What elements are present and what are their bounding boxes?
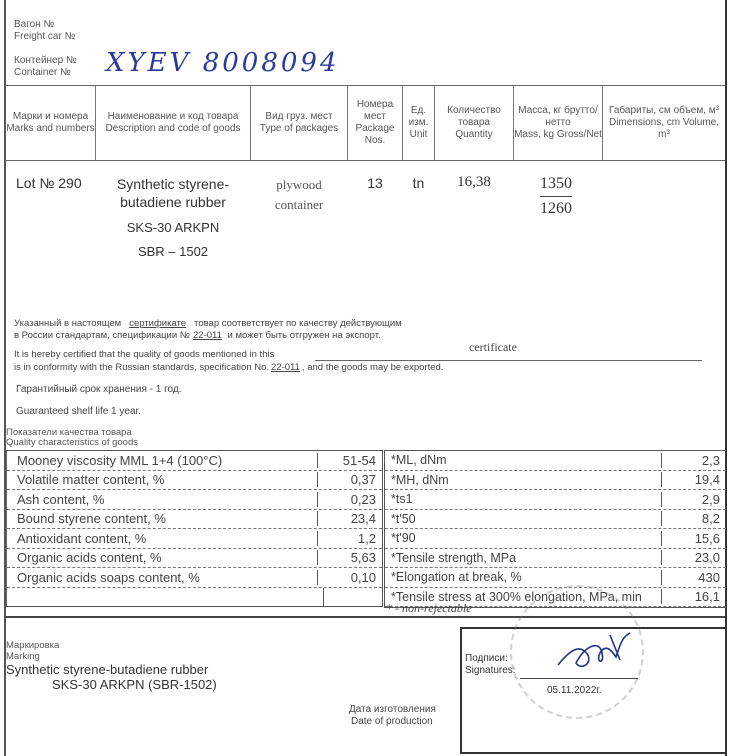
cert-en-line1: It is hereby certified that the quality of goods mentioned in this — [14, 349, 275, 360]
container-number: XYEV 8008094 — [106, 48, 340, 78]
quality-row — [385, 451, 726, 471]
quality-value: 15,6 — [661, 531, 726, 546]
container-ru: Контейнер № — [14, 55, 77, 66]
quality-name: *ts1 — [391, 492, 413, 507]
col-header-unit: Ед. изм. Unit — [408, 105, 429, 140]
container-label — [14, 55, 77, 79]
cell-quantity: 16,38 — [457, 174, 491, 190]
quality-table-right — [384, 450, 726, 608]
quality-name: *ML, dNm — [391, 453, 447, 468]
quality-value: 8,2 — [661, 511, 726, 526]
quality-title: Показатели качества товара Quality characteristics of goods — [6, 427, 139, 448]
signature-scribble — [550, 625, 650, 680]
quality-name: *Tensile strength, MPa — [391, 550, 517, 565]
quality-name: Organic acids content, % — [17, 550, 162, 566]
signatures-label: Подписи: Signatures: — [465, 653, 516, 676]
quality-value: 0,37 — [317, 472, 382, 487]
container-en: Container № — [14, 67, 71, 78]
col-header-quantity: Количество товара Quantity — [447, 105, 501, 140]
quality-row — [7, 451, 382, 471]
cell-unit: tn — [412, 175, 425, 191]
production-date-label: Дата изготовления Date of production — [349, 704, 436, 727]
cell-package-nos: 13 — [367, 175, 383, 191]
cert-underline — [315, 360, 702, 361]
col-header-description: Наименование и код товара Description and code of goods — [105, 111, 241, 134]
quality-row — [385, 490, 726, 510]
quality-name: Ash content, % — [17, 491, 105, 507]
marking-line2: SKS-30 ARKPN (SBR-1502) — [52, 677, 217, 692]
quality-row — [385, 568, 726, 588]
quality-value: 51-54 — [317, 453, 382, 468]
cert-ru: Указанный в настоящем сертификате товар соответствует по качеству действующим в России стандартам, спецификации № 22-011 и может быть отгружен на экспорт. — [14, 318, 402, 341]
quality-value: 0,23 — [317, 492, 382, 507]
quality-row — [7, 568, 382, 588]
shelf-life-ru: Гарантийный срок хранения - 1 год. — [16, 384, 182, 395]
quality-table-left — [6, 450, 383, 607]
cert-en-line2: is in conformity with the Russian standards, specification No. 22-011 , and the goods may be exported. — [14, 362, 444, 373]
quality-value: 2,3 — [661, 453, 726, 468]
col-header-dimensions: Габариты, см объем, м³ Dimensions, cm Volume, m³ — [608, 105, 720, 140]
quality-row — [7, 549, 382, 569]
quality-name: Volatile matter content, % — [17, 472, 165, 488]
cell-marks: Lot № 290 — [16, 175, 82, 191]
signature-date: 05.11.2022г. — [547, 685, 602, 696]
quality-row — [385, 529, 726, 549]
quality-value: 19,4 — [661, 472, 726, 487]
shelf-life-en: Guaranteed shelf life 1 year. — [16, 406, 142, 417]
quality-row — [7, 471, 382, 491]
quality-row — [385, 510, 726, 530]
quality-row — [7, 490, 382, 510]
freight-car-label — [14, 19, 75, 43]
quality-name: Antioxidant content, % — [17, 530, 147, 546]
cell-description: Synthetic styrene- butadiene rubber SKS-30 ARKPN SBR – 1502 — [116, 176, 230, 259]
cell-package-type: plywood container — [274, 177, 324, 212]
quality-value: 2,9 — [661, 492, 726, 507]
quality-name: *t'50 — [391, 511, 416, 526]
quality-name: *Tensile stress at 300% elongation, MPa, min — [391, 589, 642, 604]
freight-car-ru: Вагон № — [14, 19, 55, 30]
mass-net: 1260 — [540, 200, 572, 217]
quality-name: Bound styrene content, % — [17, 511, 166, 527]
marking-line1: Synthetic styrene-butadiene rubber — [6, 662, 209, 677]
col-header-mass: Масса, кг брутто/ нетто Mass, kg Gross/Net — [514, 105, 602, 140]
quality-value: 0,10 — [317, 570, 382, 585]
quality-name: *t'90 — [391, 531, 416, 546]
quality-value: 16,1 — [661, 589, 726, 604]
quality-value: 1,2 — [317, 531, 382, 546]
freight-car-en: Freight car № — [14, 31, 76, 42]
col-header-marks: Марки и номера Marks and numbers — [6, 111, 95, 134]
quality-name: Organic acids soaps content, % — [17, 569, 200, 585]
quality-name: Mooney viscosity MML 1+4 (100°C) — [17, 452, 223, 468]
quality-row — [7, 510, 382, 530]
quality-row-empty — [7, 588, 382, 606]
quality-value: 23,4 — [317, 511, 382, 526]
table-header-border — [5, 160, 725, 161]
mass-gross: 1350 — [540, 174, 572, 197]
cell-mass — [540, 174, 572, 219]
quality-value: 23,0 — [661, 550, 726, 565]
marking-label: Маркировка Marking — [6, 640, 60, 662]
quality-row — [7, 529, 382, 549]
non-rejectable-footnote: * - non-rejectable — [386, 601, 472, 615]
signature-line — [520, 678, 638, 679]
quality-value: 5,63 — [317, 550, 382, 565]
col-header-package-nos: Номера мест Package Nos. — [355, 99, 395, 146]
quality-row — [385, 549, 726, 569]
quality-name: *MH, dNm — [391, 472, 449, 487]
quality-name: *Elongation at break, % — [391, 570, 522, 585]
col-header-package-type: Вид груз. мест Type of packages — [259, 111, 339, 134]
quality-row — [385, 471, 726, 491]
cert-doc-word: certificate — [469, 340, 517, 354]
quality-value: 430 — [661, 570, 726, 585]
